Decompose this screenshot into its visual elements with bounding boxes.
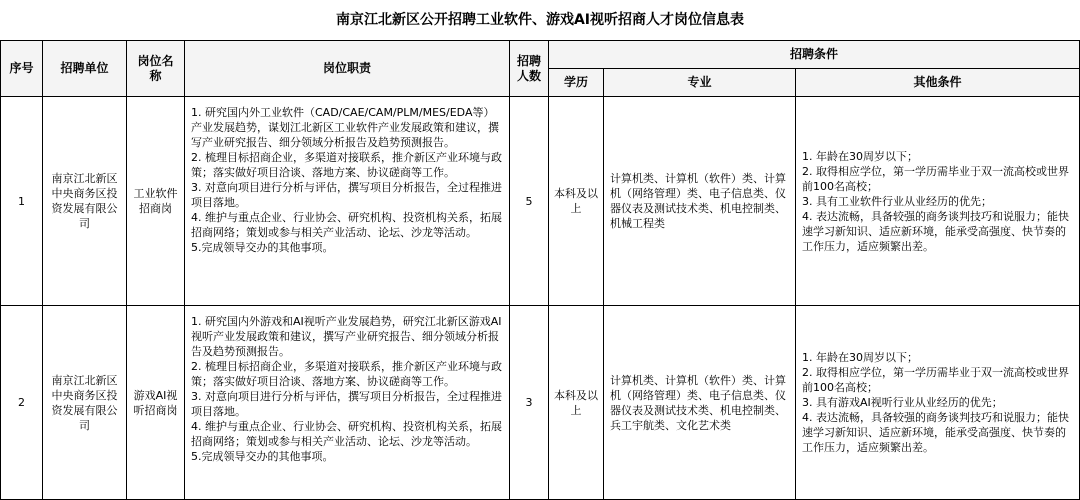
row-position: 工业软件招商岗 <box>127 97 185 306</box>
header-position: 岗位名称 <box>127 41 185 97</box>
condition-item: 2. 取得相应学位，第一学历需毕业于双一流高校或世界前100名高校； <box>802 366 1069 394</box>
duty-item: 3. 对意向项目进行分析与评估，撰写项目分析报告，全过程推进项目落地。 <box>191 390 502 418</box>
row-seq: 2 <box>1 306 43 500</box>
row-unit: 南京江北新区中央商务区投资发展有限公司 <box>43 306 127 500</box>
condition-item: 2. 取得相应学位，第一学历需毕业于双一流高校或世界前100名高校； <box>802 164 1069 193</box>
row-count: 3 <box>510 306 549 500</box>
job-info-table <box>0 40 1080 500</box>
row-unit: 南京江北新区中央商务区投资发展有限公司 <box>43 97 127 306</box>
table-row <box>1 97 1080 306</box>
row-other-conditions <box>796 306 1080 500</box>
header-major: 专业 <box>604 69 796 97</box>
header-conditions: 招聘条件 <box>549 41 1080 69</box>
table-title: 南京江北新区公开招聘工业软件、游戏AI视听招商人才岗位信息表 <box>335 12 745 28</box>
header-duties: 岗位职责 <box>185 41 510 97</box>
header-count: 招聘人数 <box>510 41 549 97</box>
header-education: 学历 <box>549 69 604 97</box>
duty-item: 1. 研究国内外游戏和AI视听产业发展趋势，研究江北新区游戏AI视听产业发展政策和建议，撰写产业研究报告、细分领域分析报告及趋势预测报告。 <box>191 315 502 358</box>
condition-item: 4. 表达流畅，具备较强的商务谈判技巧和说服力；能快速学习新知识、适应新环境，能承受高强度、快节奏的工作压力，适应频繁出差。 <box>802 411 1069 454</box>
row-major: 计算机类、计算机（软件）类、计算机（网络管理）类、电子信息类、仪器仪表及测试技术类、机电控制类、兵工宇航类、文化艺术类 <box>604 306 796 500</box>
row-education: 本科及以上 <box>549 97 604 306</box>
row-count: 5 <box>510 97 549 306</box>
condition-item: 3. 具有游戏AI视听行业从业经历的优先； <box>802 396 1003 409</box>
duty-item: 2. 梳理目标招商企业，多渠道对接联系，推介新区产业环境与政策；落实做好项目洽谈、落地方案、协议磋商等工作。 <box>191 151 502 179</box>
duty-item: 5.完成领导交办的其他事项。 <box>191 241 334 254</box>
header-unit: 招聘单位 <box>43 41 127 97</box>
condition-item: 3. 具有工业软件行业从业经历的优先； <box>802 194 992 208</box>
duty-item: 1. 研究国内外工业软件（CAD/CAE/CAM/PLM/MES/EDA等）产业发展趋势，谋划江北新区工业软件产业发展政策和建议，撰写产业研究报告、细分领域分析报告及趋势预测报告。 <box>191 106 499 149</box>
table-row <box>1 306 1080 500</box>
condition-item: 4. 表达流畅，具备较强的商务谈判技巧和说服力；能快速学习新知识、适应新环境，能承受高强度、快节奏的工作压力，适应频繁出差。 <box>802 209 1069 253</box>
row-position: 游戏AI视听招商岗 <box>127 306 185 500</box>
duty-item: 3. 对意向项目进行分析与评估，撰写项目分析报告，全过程推进项目落地。 <box>191 181 502 209</box>
row-other-conditions <box>796 97 1080 306</box>
row-duties <box>185 97 510 306</box>
row-education: 本科及以上 <box>549 306 604 500</box>
row-duties <box>185 306 510 500</box>
header-other: 其他条件 <box>796 69 1080 97</box>
condition-item: 1. 年龄在30周岁以下； <box>802 149 918 163</box>
condition-item: 1. 年龄在30周岁以下； <box>802 351 918 364</box>
header-seq: 序号 <box>1 41 43 97</box>
row-major: 计算机类、计算机（软件）类、计算机（网络管理）类、电子信息类、仪器仪表及测试技术类、机电控制类、机械工程类 <box>604 97 796 306</box>
duty-item: 2. 梳理目标招商企业，多渠道对接联系，推介新区产业环境与政策；落实做好项目洽谈、落地方案、协议磋商等工作。 <box>191 360 502 388</box>
duty-item: 5.完成领导交办的其他事项。 <box>191 450 334 463</box>
row-seq: 1 <box>1 97 43 306</box>
duty-item: 4. 维护与重点企业、行业协会、研究机构、投资机构关系，拓展招商网络；策划或参与相关产业活动、论坛、沙龙等活动。 <box>191 420 502 448</box>
duty-item: 4. 维护与重点企业、行业协会、研究机构、投资机构关系，拓展招商网络；策划或参与相关产业活动、论坛、沙龙等活动。 <box>191 211 502 239</box>
